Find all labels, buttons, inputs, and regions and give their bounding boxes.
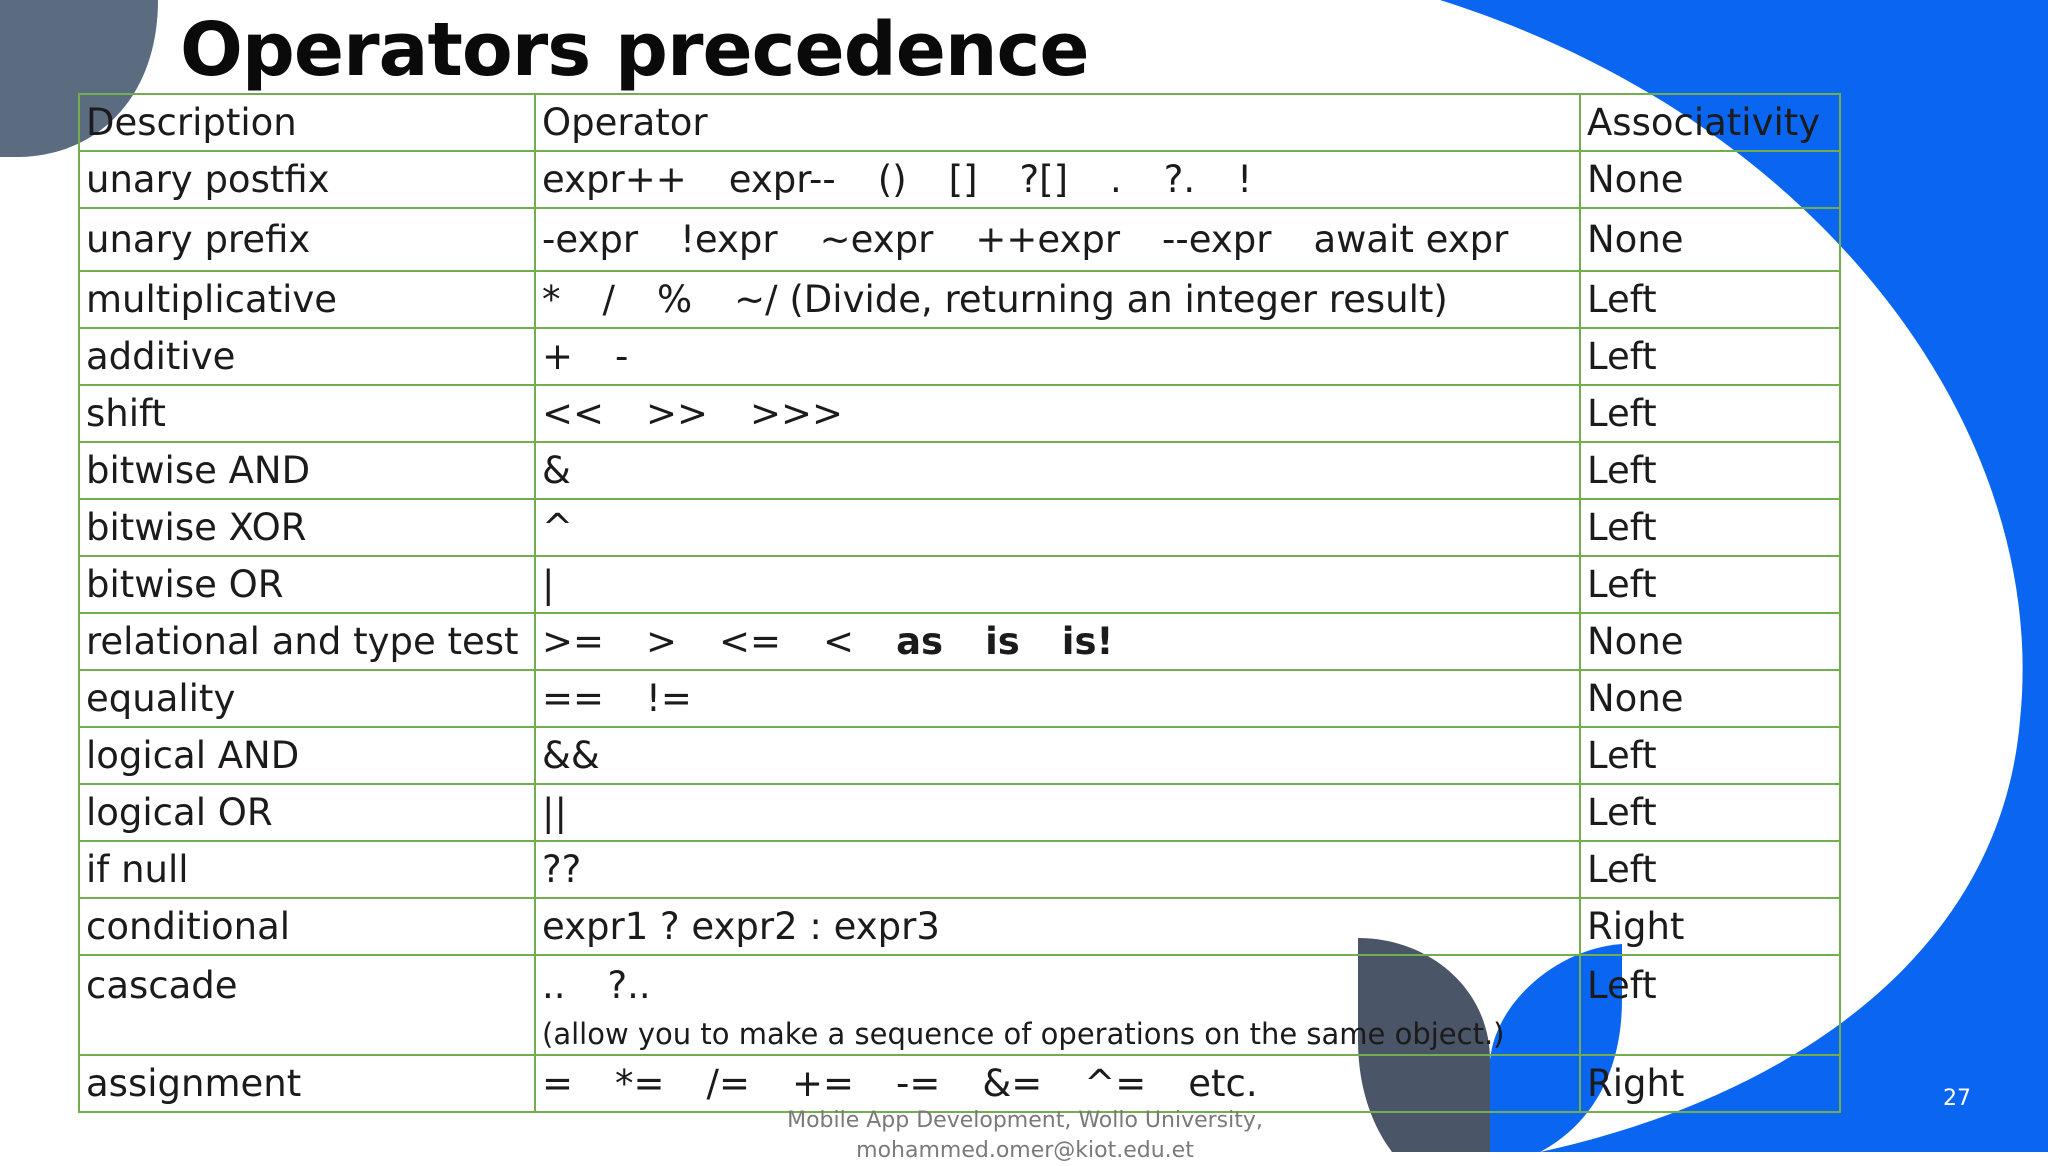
table-row xyxy=(79,841,1840,898)
table-row xyxy=(79,328,1840,385)
table-row xyxy=(79,499,1840,556)
operator-cell xyxy=(535,271,1580,328)
table-row xyxy=(79,151,1840,208)
operator-cell xyxy=(535,151,1580,208)
header-associativity: Associativity xyxy=(1580,94,1840,151)
associativity-cell: Left xyxy=(1580,955,1840,1055)
operator-token: -= xyxy=(896,1062,941,1105)
table-row xyxy=(79,271,1840,328)
operator-token: | xyxy=(542,563,555,606)
operator-token: > xyxy=(646,620,678,663)
slide-title: Operators precedence xyxy=(180,7,1089,93)
description-cell: conditional xyxy=(79,898,535,955)
operator-token: >>> xyxy=(750,392,844,435)
operator-cell xyxy=(535,727,1580,784)
operator-token: [] xyxy=(948,158,978,201)
operator-token: *= xyxy=(615,1062,665,1105)
operator-token: != xyxy=(646,677,692,720)
operator-cell xyxy=(535,670,1580,727)
operator-note: (allow you to make a sequence of operations on the same object.) xyxy=(542,1017,1505,1051)
operator-cell xyxy=(535,385,1580,442)
associativity-cell: Left xyxy=(1580,442,1840,499)
table-row xyxy=(79,727,1840,784)
operator-token: .. xyxy=(542,964,566,1007)
operator-cell xyxy=(535,556,1580,613)
operator-token: ?? xyxy=(542,848,582,891)
associativity-cell: Left xyxy=(1580,556,1840,613)
operator-token: expr1 ? expr2 : expr3 xyxy=(542,905,940,948)
operator-token: <= xyxy=(719,620,782,663)
operator-token: -expr xyxy=(542,218,639,261)
description-cell: if null xyxy=(79,841,535,898)
description-cell: logical AND xyxy=(79,727,535,784)
operator-token: << xyxy=(542,392,605,435)
operator-token: ?. xyxy=(1163,158,1196,201)
description-cell: logical OR xyxy=(79,784,535,841)
operator-token: ^ xyxy=(542,506,574,549)
operator-token: ?.. xyxy=(607,964,651,1007)
operator-token: - xyxy=(615,335,629,378)
associativity-cell: Left xyxy=(1580,784,1840,841)
associativity-cell: Left xyxy=(1580,385,1840,442)
operator-cell xyxy=(535,499,1580,556)
associativity-cell: Left xyxy=(1580,841,1840,898)
operator-token: >= xyxy=(542,620,605,663)
table-row xyxy=(79,898,1840,955)
operator-token: ~/ (Divide, returning an integer result) xyxy=(734,278,1448,321)
operator-cell xyxy=(535,898,1580,955)
description-cell: additive xyxy=(79,328,535,385)
operator-token: ++expr xyxy=(975,218,1121,261)
description-cell: cascade xyxy=(79,955,535,1055)
operator-token: / xyxy=(602,278,615,321)
operator-token: = xyxy=(542,1062,574,1105)
description-cell: multiplicative xyxy=(79,271,535,328)
operator-token: && xyxy=(542,734,600,777)
associativity-cell: None xyxy=(1580,613,1840,670)
operator-token: < xyxy=(823,620,855,663)
operator-token: ! xyxy=(1237,158,1253,201)
associativity-cell: None xyxy=(1580,151,1840,208)
operator-cell xyxy=(535,442,1580,499)
operator-token: --expr xyxy=(1162,218,1272,261)
operator-cell xyxy=(535,328,1580,385)
footer-course-line: Mobile App Development, Wollo University, xyxy=(787,1108,1263,1133)
description-cell: unary prefix xyxy=(79,208,535,271)
table-row xyxy=(79,784,1840,841)
operator-precedence-table xyxy=(78,93,1841,1113)
operator-token: ~expr xyxy=(819,218,934,261)
table-body xyxy=(79,151,1840,1112)
operator-token: % xyxy=(656,278,693,321)
operator-token: * xyxy=(542,278,561,321)
operator-token: += xyxy=(792,1062,855,1105)
table-row xyxy=(79,613,1840,670)
operator-cell xyxy=(535,613,1580,670)
associativity-cell: None xyxy=(1580,670,1840,727)
operator-token-bold: is xyxy=(985,620,1020,663)
operator-token: expr++ xyxy=(542,158,687,201)
operator-token: == xyxy=(542,677,605,720)
table-row xyxy=(79,955,1840,1055)
header-operator: Operator xyxy=(535,94,1580,151)
operator-token: >> xyxy=(646,392,709,435)
description-cell: shift xyxy=(79,385,535,442)
operator-token-bold: as xyxy=(896,620,944,663)
table-row xyxy=(79,385,1840,442)
operator-token: () xyxy=(877,158,907,201)
operator-token: &= xyxy=(982,1062,1043,1105)
table-row xyxy=(79,442,1840,499)
table-row xyxy=(79,208,1840,271)
operator-token: || xyxy=(542,791,567,834)
operator-token: await expr xyxy=(1313,218,1509,261)
table-row xyxy=(79,556,1840,613)
description-cell: bitwise XOR xyxy=(79,499,535,556)
table-row xyxy=(79,670,1840,727)
operator-token-bold: is! xyxy=(1061,620,1114,663)
associativity-cell: Left xyxy=(1580,271,1840,328)
operator-token: ?[] xyxy=(1019,158,1069,201)
operator-token: . xyxy=(1110,158,1122,201)
table-header-row xyxy=(79,94,1840,151)
associativity-cell: None xyxy=(1580,208,1840,271)
operator-token: etc. xyxy=(1188,1062,1258,1105)
operator-cell xyxy=(535,1055,1580,1112)
slide-footer xyxy=(680,1106,1370,1166)
operator-token: & xyxy=(542,449,571,492)
description-cell: assignment xyxy=(79,1055,535,1112)
operator-token: + xyxy=(542,335,574,378)
header-description: Description xyxy=(79,94,535,151)
operator-cell xyxy=(535,208,1580,271)
footer-email-line: mohammed.omer@kiot.edu.et xyxy=(856,1138,1194,1163)
page-number: 27 xyxy=(1943,1086,1971,1111)
table-row xyxy=(79,1055,1840,1112)
operator-token: ^= xyxy=(1084,1062,1147,1105)
associativity-cell: Left xyxy=(1580,499,1840,556)
operator-cell xyxy=(535,841,1580,898)
operator-token: expr-- xyxy=(728,158,836,201)
description-cell: unary postfix xyxy=(79,151,535,208)
operator-cell xyxy=(535,784,1580,841)
associativity-cell: Right xyxy=(1580,1055,1840,1112)
operator-token: /= xyxy=(706,1062,750,1105)
description-cell: bitwise OR xyxy=(79,556,535,613)
associativity-cell: Right xyxy=(1580,898,1840,955)
associativity-cell: Left xyxy=(1580,727,1840,784)
description-cell: equality xyxy=(79,670,535,727)
description-cell: relational and type test xyxy=(79,613,535,670)
associativity-cell: Left xyxy=(1580,328,1840,385)
description-cell: bitwise AND xyxy=(79,442,535,499)
operator-token: !expr xyxy=(680,218,778,261)
operator-cell xyxy=(535,955,1580,1055)
